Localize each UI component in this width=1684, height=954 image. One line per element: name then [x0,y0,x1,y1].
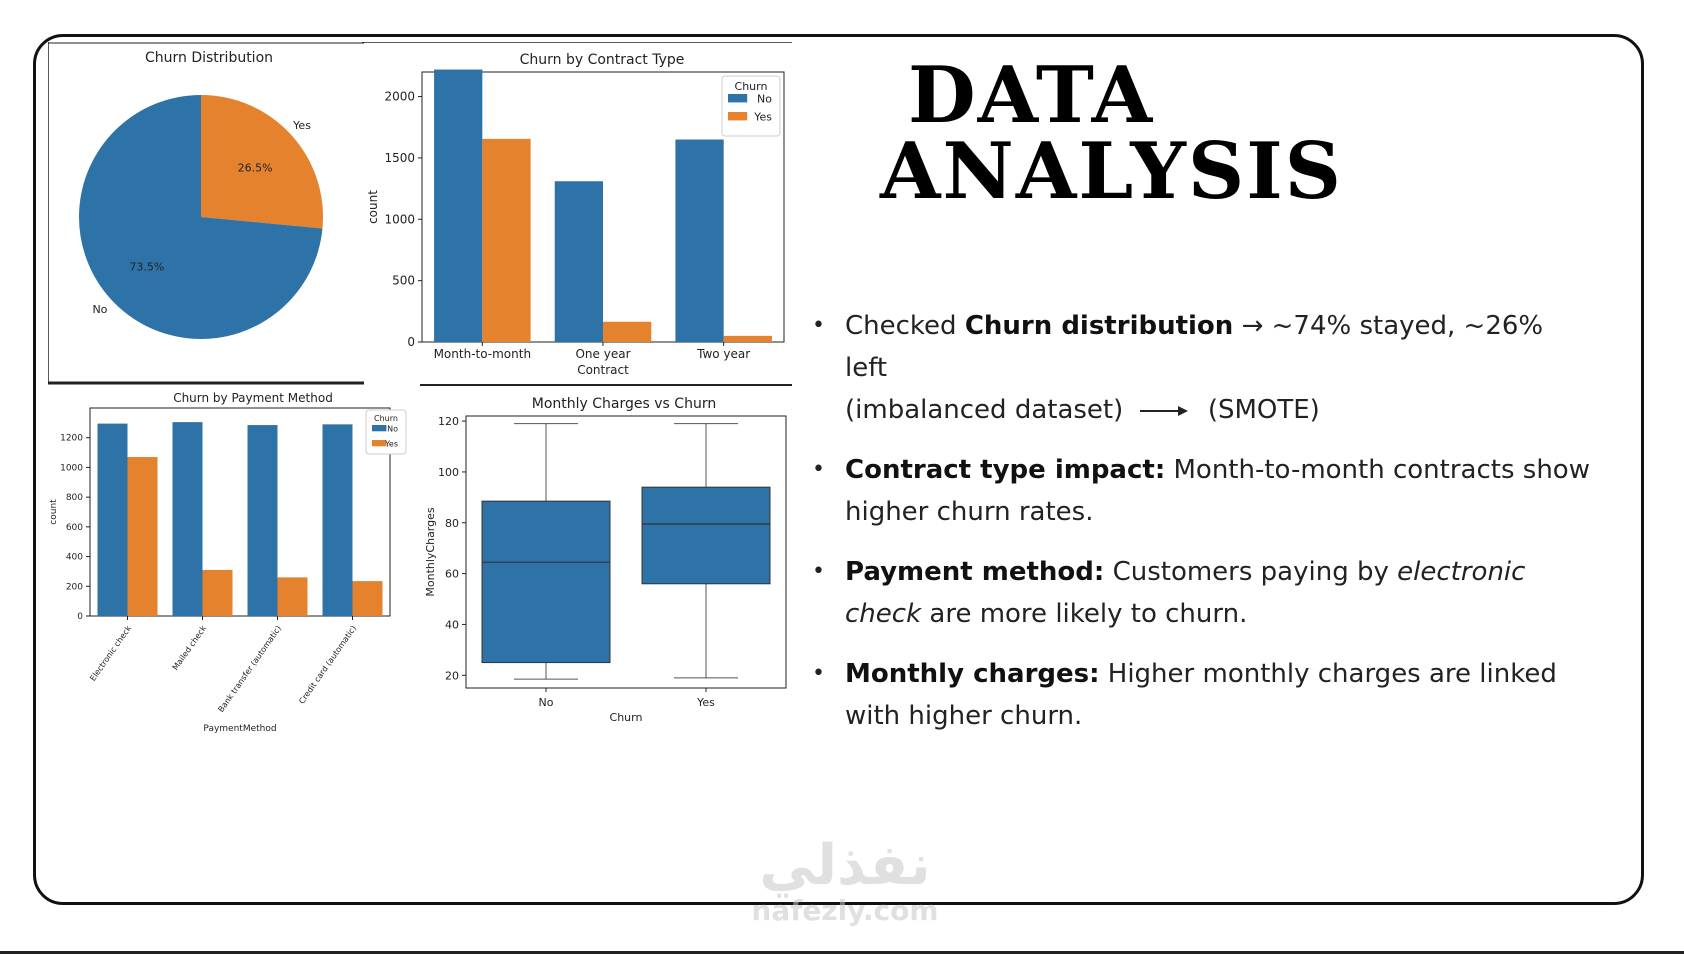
bar-yes [203,570,233,616]
pie-category-label: Yes [293,119,311,133]
y-tick-label: 1200 [60,433,83,444]
bullet-churn-distribution: • Checked Churn distribution → ~74% stayed, ~26% left (imbalanced dataset) (SMOTE) [812,305,1592,431]
pie-category-label: No [92,302,108,316]
y-tick-label: 500 [392,273,415,288]
bar-yes [278,577,308,616]
watermark-arabic: نفذلي [759,833,931,898]
legend-label: Yes [385,439,398,449]
y-tick-label: 20 [445,669,459,683]
bar-no [434,70,482,342]
y-tick-label: 1000 [60,463,83,474]
legend-label: Yes [754,110,772,124]
legend-label: No [757,92,772,106]
slide-heading [880,50,1440,217]
x-tick-label: Two year [697,347,751,361]
x-tick-label: Bank transfer (automatic) [216,623,284,714]
legend-swatch [372,425,386,431]
y-tick-label: 1000 [384,212,415,227]
bar-no [248,425,278,616]
right-arrow-icon [1140,404,1188,418]
y-tick-label: 0 [77,612,83,622]
box-title: Monthly Charges vs Churn [531,396,717,412]
x-tick-label: Month-to-month [433,347,532,361]
y-tick-label: 80 [445,516,459,530]
churn-by-contract-chart [362,42,792,388]
y-tick-label: 400 [65,552,83,563]
legend-swatch [728,94,747,102]
x-axis-label: Contract [577,363,629,377]
churn-distribution-pie-chart [48,42,364,388]
bullet-2-bold: Contract type impact: [845,455,1166,485]
watermark-latin: nafezly.com [751,894,939,927]
pie-pct-label: 26.5% [237,161,273,175]
legend-swatch [728,112,747,120]
y-tick-label: 100 [438,465,459,479]
bullet-monthly-charges: • Monthly charges: Higher monthly charges are linked with higher churn. [812,653,1592,737]
y-tick-label: 40 [445,618,459,632]
x-axis-label: Churn [609,711,643,724]
y-tick-label: 120 [438,415,459,429]
heading-line-2: ANALYSIS [880,126,1344,217]
y-tick-label: 800 [65,493,83,504]
x-tick-label: Electronic check [88,623,134,683]
x-tick-label: Mailed check [170,623,209,672]
bullet-4-bold: Monthly charges: [845,659,1100,689]
bullet-contract-type: • Contract type impact: Month-to-month contracts show higher churn rates. [812,449,1592,533]
y-axis-label: count [49,499,59,525]
bar-no [323,424,353,616]
x-axis-label: PaymentMethod [203,724,277,734]
y-tick-label: 200 [65,582,83,593]
bar-yes [128,457,158,616]
legend-title: Churn [734,80,768,93]
bar-yes [353,581,383,616]
pie-title: Churn Distribution [144,50,274,66]
bullet-1-bold: Churn distribution [964,311,1234,341]
y-tick-label: 600 [65,522,83,533]
y-tick-label: 60 [445,567,459,581]
y-tick-label: 1500 [384,150,415,165]
x-tick-label: No [538,696,554,709]
y-tick-label: 0 [407,335,415,349]
y-tick-label: 2000 [384,89,415,104]
y-axis-label: count [366,190,380,224]
bar-no [173,422,203,616]
y-axis-label: MonthlyCharges [424,507,437,597]
churn-by-payment-chart [48,386,418,740]
bar-yes [724,336,772,342]
x-tick-label: One year [575,347,631,361]
box-no [482,501,610,662]
pie-pct-label: 73.5% [129,260,165,274]
bar-no [98,424,128,616]
monthly-charges-boxplot [420,386,792,736]
legend-title: Churn [374,414,398,423]
watermark-logo [740,833,950,927]
contract-title: Churn by Contract Type [519,52,685,68]
bar-no [675,140,723,343]
heading-line-1: DATA [908,50,1155,141]
box-yes [642,487,770,584]
payment-title: Churn by Payment Method [173,391,333,405]
findings-list [812,305,1592,755]
x-tick-label: Yes [697,696,715,709]
legend-label: No [387,424,398,434]
x-tick-label: Credit card (automatic) [297,623,359,706]
bar-yes [482,139,530,342]
bar-no [555,181,603,342]
bullet-3-bold: Payment method: [845,557,1105,587]
bullet-payment-method: • Payment method: Customers paying by electronic check are more likely to churn. [812,551,1592,635]
bar-yes [603,322,651,342]
